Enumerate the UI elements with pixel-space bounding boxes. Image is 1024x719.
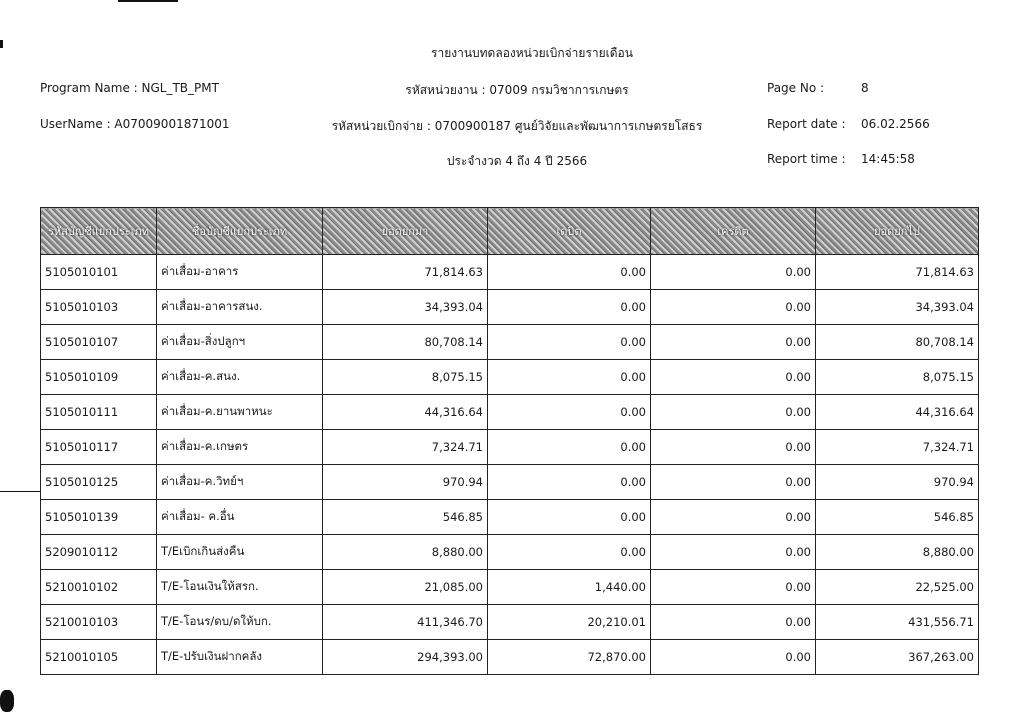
header-carried-forward: ยอดยกไป [816, 208, 979, 255]
debit: 0.00 [488, 465, 651, 500]
report-date-label: Report date : [767, 117, 846, 131]
debit: 0.00 [488, 535, 651, 570]
carried-forward: 367,263.00 [816, 640, 979, 675]
carried-forward: 431,556.71 [816, 605, 979, 640]
credit: 0.00 [651, 360, 816, 395]
account-code: 5210010103 [41, 605, 157, 640]
brought-forward: 8,880.00 [323, 535, 488, 570]
carried-forward: 34,393.04 [816, 290, 979, 325]
credit: 0.00 [651, 430, 816, 465]
brought-forward: 44,316.64 [323, 395, 488, 430]
carried-forward: 8,880.00 [816, 535, 979, 570]
account-code: 5105010139 [41, 500, 157, 535]
account-code: 5105010103 [41, 290, 157, 325]
table-row [41, 500, 979, 535]
brought-forward: 71,814.63 [323, 255, 488, 290]
credit: 0.00 [651, 640, 816, 675]
account-code: 5105010109 [41, 360, 157, 395]
debit: 0.00 [488, 360, 651, 395]
carried-forward: 8,075.15 [816, 360, 979, 395]
brought-forward: 80,708.14 [323, 325, 488, 360]
carried-forward: 80,708.14 [816, 325, 979, 360]
report-period: ประจำงวด 4 ถึง 4 ปี 2566 [446, 154, 588, 168]
credit: 0.00 [651, 325, 816, 360]
credit: 0.00 [651, 570, 816, 605]
carried-forward: 546.85 [816, 500, 979, 535]
debit: 0.00 [488, 430, 651, 465]
carried-forward: 7,324.71 [816, 430, 979, 465]
account-code: 5105010117 [41, 430, 157, 465]
trial-balance-table [40, 207, 979, 675]
table-row [41, 290, 979, 325]
page-no-label: Page No : [767, 81, 825, 95]
account-code: 5210010102 [41, 570, 157, 605]
debit: 0.00 [488, 395, 651, 430]
account-name: T/E-โอนร/ดบ/ดให้บก. [157, 605, 323, 640]
report-title: รายงานบทดลองหน่วยเบิกจ่ายรายเดือน [431, 46, 633, 60]
account-name: ค่าเสื่อม-ค.สนง. [157, 360, 323, 395]
brought-forward: 8,075.15 [323, 360, 488, 395]
table-row [41, 605, 979, 640]
carried-forward: 22,525.00 [816, 570, 979, 605]
disbursing-unit: รหัสหน่วยเบิกจ่าย : 0700900187 ศูนย์วิจัยและพัฒนาการเกษตรยโสธร [331, 119, 703, 133]
brought-forward: 7,324.71 [323, 430, 488, 465]
carried-forward: 970.94 [816, 465, 979, 500]
header-credit: เครดิต [651, 208, 816, 255]
carried-forward: 44,316.64 [816, 395, 979, 430]
table-header-row [41, 208, 979, 255]
header-debit: เดบิต [488, 208, 651, 255]
scan-artifact-line [118, 0, 178, 2]
account-code: 5105010101 [41, 255, 157, 290]
brought-forward: 21,085.00 [323, 570, 488, 605]
account-code: 5105010125 [41, 465, 157, 500]
credit: 0.00 [651, 255, 816, 290]
debit: 1,440.00 [488, 570, 651, 605]
table-row [41, 430, 979, 465]
brought-forward: 34,393.04 [323, 290, 488, 325]
table-row [41, 535, 979, 570]
account-name: ค่าเสื่อม-อาคาร [157, 255, 323, 290]
credit: 0.00 [651, 605, 816, 640]
brought-forward: 294,393.00 [323, 640, 488, 675]
table-row [41, 465, 979, 500]
account-name: T/Eเบิกเกินส่งคืน [157, 535, 323, 570]
credit: 0.00 [651, 535, 816, 570]
account-name: ค่าเสื่อม-สิ่งปลูกฯ [157, 325, 323, 360]
table-row [41, 255, 979, 290]
agency-code: รหัสหน่วยงาน : 07009 กรมวิชาการเกษตร [405, 83, 629, 97]
debit: 0.00 [488, 500, 651, 535]
account-name: ค่าเสื่อม-ค.วิทย์ฯ [157, 465, 323, 500]
debit: 0.00 [488, 255, 651, 290]
brought-forward: 411,346.70 [323, 605, 488, 640]
header-brought-forward: ยอดยกมา [323, 208, 488, 255]
report-date-value: 06.02.2566 [861, 117, 930, 131]
account-code: 5105010111 [41, 395, 157, 430]
debit: 72,870.00 [488, 640, 651, 675]
credit: 0.00 [651, 500, 816, 535]
debit: 20,210.01 [488, 605, 651, 640]
scan-artifact-blot [0, 690, 14, 712]
account-name: ค่าเสื่อม-อาคารสนง. [157, 290, 323, 325]
header-account-code: รหัสบัญชีแยกประเภท [41, 208, 157, 255]
report-time-label: Report time : [767, 152, 846, 166]
header-account-name: ชื่อบัญชีแยกประเภท [157, 208, 323, 255]
debit: 0.00 [488, 325, 651, 360]
username-label: UserName : A07009001871001 [40, 117, 230, 131]
table-row [41, 360, 979, 395]
report-time-value: 14:45:58 [861, 152, 915, 166]
account-name: ค่าเสื่อม-ค.ยานพาหนะ [157, 395, 323, 430]
page-no-value: 8 [861, 81, 869, 95]
account-name: T/E-โอนเงินให้สรก. [157, 570, 323, 605]
account-name: ค่าเสื่อม-ค.เกษตร [157, 430, 323, 465]
account-code: 5209010112 [41, 535, 157, 570]
account-name: T/E-ปรับเงินฝากคลัง [157, 640, 323, 675]
table-row [41, 570, 979, 605]
credit: 0.00 [651, 290, 816, 325]
table-row [41, 640, 979, 675]
account-code: 5210010105 [41, 640, 157, 675]
program-name-label: Program Name : NGL_TB_PMT [40, 81, 219, 95]
credit: 0.00 [651, 395, 816, 430]
debit: 0.00 [488, 290, 651, 325]
account-name: ค่าเสื่อม- ค.อื่น [157, 500, 323, 535]
brought-forward: 546.85 [323, 500, 488, 535]
carried-forward: 71,814.63 [816, 255, 979, 290]
table-row [41, 395, 979, 430]
scan-artifact-line [0, 491, 40, 492]
brought-forward: 970.94 [323, 465, 488, 500]
table-row [41, 325, 979, 360]
account-code: 5105010107 [41, 325, 157, 360]
credit: 0.00 [651, 465, 816, 500]
